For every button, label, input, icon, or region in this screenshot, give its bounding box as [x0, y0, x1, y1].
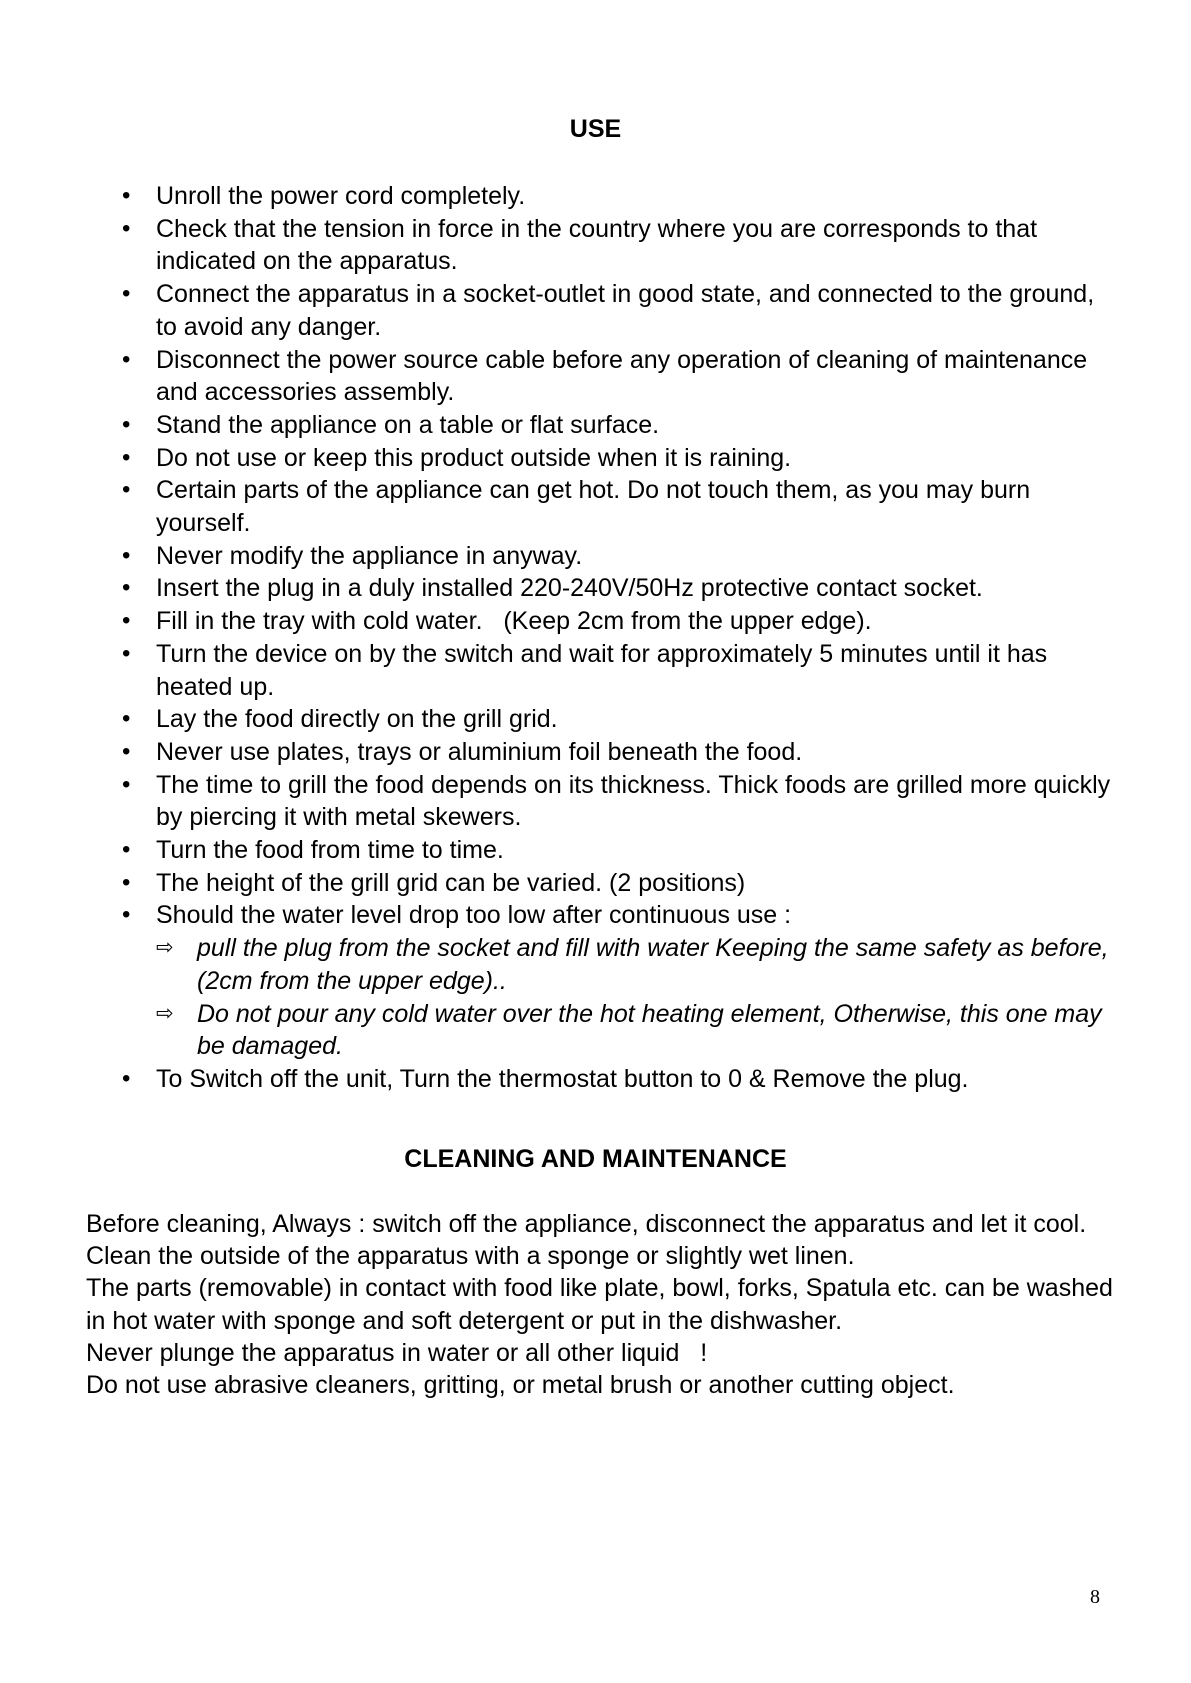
cleaning-section-title: CLEANING AND MAINTENANCE [404, 1145, 787, 1173]
list-item: • Check that the tension in force in the country where you are corresponds to that indicated on the apparatus. [118, 213, 1118, 278]
water-level-sub-list [156, 932, 1118, 1063]
list-item-text: Should the water level drop too low after continuous use : [156, 901, 792, 930]
list-item: • Fill in the tray with cold water. (Keep 2cm from the upper edge). [118, 605, 1118, 638]
list-item: • Do not use or keep this product outside when it is raining. [118, 442, 1118, 475]
cleaning-paragraph: The parts (removable) in contact with food like plate, bowl, forks, Spatula etc. can be washed in hot water with sponge and soft detergent or put in the dishwasher. [86, 1274, 1113, 1335]
cleaning-paragraph: Do not use abrasive cleaners, gritting, or metal brush or another cutting object. [86, 1371, 955, 1400]
list-item: • Never use plates, trays or aluminium foil beneath the food. [118, 736, 1118, 769]
list-item: • Lay the food directly on the grill grid. [118, 703, 1118, 736]
cleaning-paragraph: Never plunge the apparatus in water or all other liquid ! [86, 1338, 708, 1367]
list-item: • Insert the plug in a duly installed 220-240V/50Hz protective contact socket. [118, 572, 1118, 605]
list-item: • Stand the appliance on a table or flat surface. [118, 409, 1118, 442]
list-item: • The height of the grill grid can be varied. (2 positions) [118, 867, 1118, 900]
outlined-right-arrow-icon: ⇨ [156, 1001, 174, 1025]
list-item-water-level [118, 899, 1118, 1063]
list-item: • Turn the device on by the switch and wait for approximately 5 minutes until it has heated up. [118, 638, 1118, 703]
page-number: 8 [1090, 1586, 1100, 1608]
list-item: • The time to grill the food depends on its thickness. Thick foods are grilled more quickly by piercing it with metal skewers. [118, 769, 1118, 834]
use-instructions-list [118, 180, 1118, 1096]
list-item: • Unroll the power cord completely. [118, 180, 1118, 213]
use-section-title: USE [569, 115, 622, 143]
sub-list-item-text: Do not pour any cold water over the hot heating element, Otherwise, this one may be damaged. [197, 999, 1102, 1061]
list-item: • Turn the food from time to time. [118, 834, 1118, 867]
cleaning-paragraph: Clean the outside of the apparatus with a sponge or slightly wet linen. [86, 1242, 855, 1271]
cleaning-text-block [86, 1208, 1116, 1401]
list-item: • Never modify the appliance in anyway. [118, 540, 1118, 573]
list-item: • Connect the apparatus in a socket-outlet in good state, and connected to the ground, to avoid any danger. [118, 278, 1118, 343]
cleaning-paragraph: Before cleaning, Always : switch off the appliance, disconnect the apparatus and let it cool. [86, 1210, 1087, 1238]
sub-list-item [156, 998, 1118, 1063]
sub-list-item-text: pull the plug from the socket and fill with water Keeping the same safety as before, (2cm from the upper edge).. [197, 934, 1109, 995]
outlined-right-arrow-icon: ⇨ [156, 936, 174, 960]
list-item: • Certain parts of the appliance can get hot. Do not touch them, as you may burn yourself. [118, 474, 1118, 539]
list-item: • Disconnect the power source cable before any operation of cleaning of maintenance and accessories assembly. [118, 344, 1118, 409]
list-item: • To Switch off the unit, Turn the thermostat button to 0 & Remove the plug. [118, 1063, 1118, 1096]
sub-list-item [156, 932, 1118, 997]
